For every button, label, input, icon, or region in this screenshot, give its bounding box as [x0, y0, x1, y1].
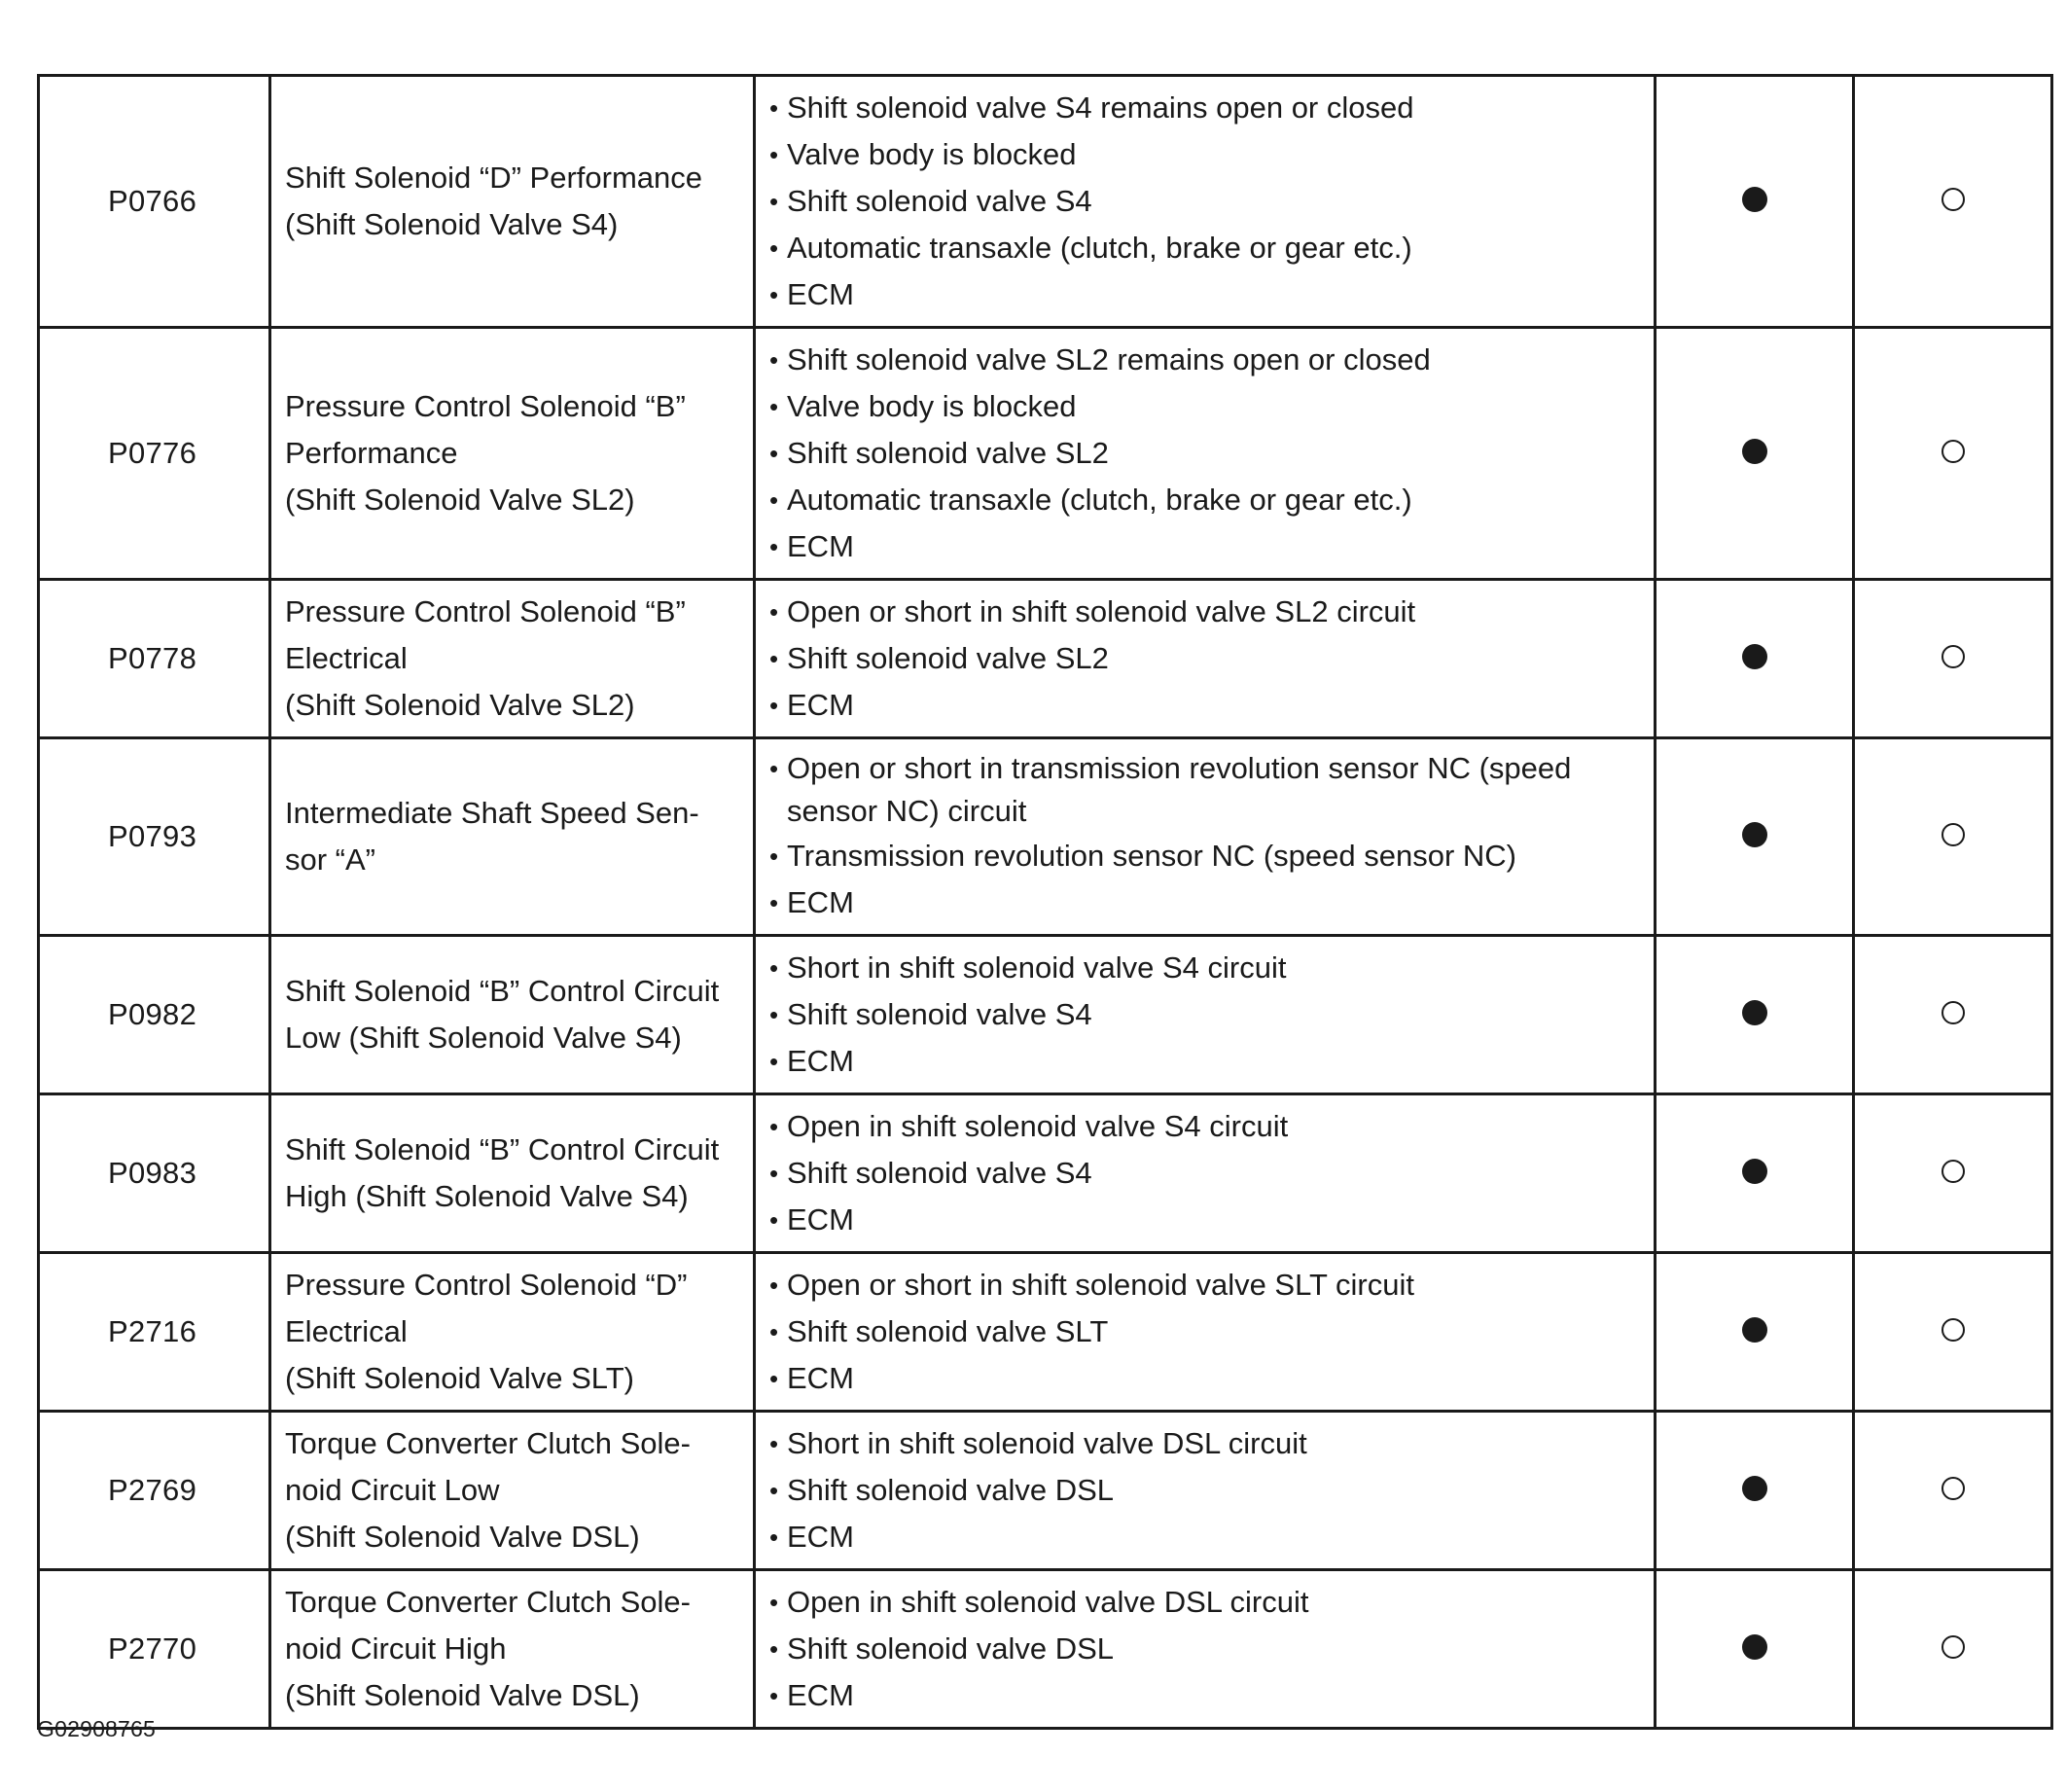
table-row — [39, 738, 2052, 936]
trouble-area-text: Automatic transaxle (clutch, brake or gear etc.) — [787, 231, 1412, 265]
open-circle-icon — [1941, 1160, 1965, 1183]
table-row — [39, 1094, 2052, 1253]
dtc-code: P0983 — [39, 1094, 270, 1253]
bullet-icon: • — [769, 691, 779, 720]
open-circle-icon — [1941, 1635, 1965, 1659]
dtc-code: P2716 — [39, 1253, 270, 1412]
trouble-area-item — [769, 945, 1646, 991]
trouble-area-text: Shift solenoid valve SL2 — [787, 436, 1109, 470]
trouble-area-text: Shift solenoid valve S4 — [787, 184, 1092, 218]
trouble-area-text: Open or short in shift solenoid valve SL2 circuit — [787, 594, 1416, 628]
trouble-area-item — [769, 178, 1646, 225]
bullet-icon: • — [769, 392, 779, 421]
table-row — [39, 328, 2052, 580]
bullet-icon: • — [769, 888, 779, 917]
trouble-area — [755, 1570, 1656, 1729]
bullet-icon: • — [769, 1588, 779, 1617]
open-circle-icon — [1941, 645, 1965, 668]
bullet-icon: • — [769, 439, 779, 468]
open-circle-icon — [1941, 1001, 1965, 1024]
trouble-area-item — [769, 1420, 1646, 1467]
trouble-area-item — [769, 1467, 1646, 1514]
detection-item-line: Electrical — [285, 641, 408, 675]
bullet-icon: • — [769, 1047, 779, 1076]
filled-circle-icon — [1742, 644, 1767, 669]
trouble-area-text: ECM — [787, 1044, 854, 1078]
trouble-area — [755, 738, 1656, 936]
trouble-area — [755, 580, 1656, 738]
trouble-area-text: Open in shift solenoid valve DSL circuit — [787, 1585, 1309, 1619]
memory-cell — [1854, 1094, 2052, 1253]
dtc-code: P0982 — [39, 936, 270, 1094]
trouble-area-text: Shift solenoid valve S4 — [787, 997, 1092, 1031]
detection-item — [270, 1570, 755, 1729]
bullet-icon: • — [769, 532, 779, 561]
detection-item-line: (Shift Solenoid Valve SLT) — [285, 1361, 634, 1395]
detection-item — [270, 936, 755, 1094]
trouble-area-text: Open or short in transmission revolution sensor NC (speed sensor NC) circuit — [787, 751, 1572, 828]
trouble-area-item — [769, 1262, 1646, 1308]
mil-cell — [1656, 76, 1854, 328]
bullet-icon: • — [769, 1205, 779, 1235]
bullet-icon: • — [769, 953, 779, 983]
memory-cell — [1854, 1570, 2052, 1729]
trouble-area-item — [769, 747, 1646, 833]
table-row — [39, 1412, 2052, 1570]
detection-item — [270, 580, 755, 738]
table-row — [39, 1570, 2052, 1729]
bullet-icon: • — [769, 1634, 779, 1664]
trouble-area — [755, 1094, 1656, 1253]
bullet-icon: • — [769, 1364, 779, 1393]
bullet-icon: • — [769, 754, 779, 783]
filled-circle-icon — [1742, 187, 1767, 212]
detection-item-line: Torque Converter Clutch Sole- — [285, 1426, 691, 1460]
detection-item-line: High (Shift Solenoid Valve S4) — [285, 1179, 689, 1213]
memory-cell — [1854, 580, 2052, 738]
bullet-icon: • — [769, 1000, 779, 1029]
trouble-area-text: Short in shift solenoid valve DSL circuit — [787, 1426, 1307, 1460]
bullet-icon: • — [769, 644, 779, 673]
memory-cell — [1854, 328, 2052, 580]
table-row — [39, 580, 2052, 738]
dtc-table — [37, 74, 2053, 1730]
trouble-area-item — [769, 879, 1646, 926]
trouble-area-text: Shift solenoid valve S4 remains open or closed — [787, 90, 1414, 125]
dtc-code: P0766 — [39, 76, 270, 328]
bullet-icon: • — [769, 140, 779, 169]
open-circle-icon — [1941, 1318, 1965, 1342]
mil-cell — [1656, 1253, 1854, 1412]
mil-cell — [1656, 936, 1854, 1094]
trouble-area-item — [769, 383, 1646, 430]
trouble-area-item — [769, 1355, 1646, 1402]
trouble-area-text: ECM — [787, 529, 854, 563]
open-circle-icon — [1941, 440, 1965, 463]
detection-item — [270, 328, 755, 580]
trouble-area-item — [769, 1038, 1646, 1085]
dtc-code: P2769 — [39, 1412, 270, 1570]
trouble-area-item — [769, 635, 1646, 682]
detection-item-line: Shift Solenoid “B” Control Circuit — [285, 1132, 720, 1166]
trouble-area-text: Transmission revolution sensor NC (speed sensor NC) — [787, 839, 1517, 873]
bullet-icon: • — [769, 597, 779, 627]
trouble-area-text: Shift solenoid valve DSL — [787, 1631, 1115, 1666]
filled-circle-icon — [1742, 822, 1767, 847]
trouble-area-text: Shift solenoid valve SL2 remains open or closed — [787, 342, 1431, 376]
figure-id: G02908765 — [37, 1716, 157, 1741]
trouble-area-item — [769, 991, 1646, 1038]
dtc-code: P0778 — [39, 580, 270, 738]
filled-circle-icon — [1742, 1159, 1767, 1184]
trouble-area — [755, 328, 1656, 580]
trouble-area-item — [769, 337, 1646, 383]
trouble-area-item — [769, 1197, 1646, 1243]
trouble-area-item — [769, 1579, 1646, 1626]
filled-circle-icon — [1742, 1000, 1767, 1025]
trouble-area-text: Open in shift solenoid valve S4 circuit — [787, 1109, 1289, 1143]
trouble-area-text: ECM — [787, 1520, 854, 1554]
trouble-area-item — [769, 430, 1646, 477]
open-circle-icon — [1941, 1477, 1965, 1500]
trouble-area-text: Shift solenoid valve S4 — [787, 1156, 1092, 1190]
detection-item-line: Pressure Control Solenoid “D” — [285, 1268, 688, 1302]
detection-item-line: Torque Converter Clutch Sole- — [285, 1585, 691, 1619]
trouble-area-text: ECM — [787, 1678, 854, 1712]
trouble-area-item — [769, 1150, 1646, 1197]
trouble-area-text: Shift solenoid valve DSL — [787, 1473, 1115, 1507]
trouble-area-text: ECM — [787, 1202, 854, 1236]
dtc-code: P2770 — [39, 1570, 270, 1729]
bullet-icon: • — [769, 1429, 779, 1458]
dtc-code: P0776 — [39, 328, 270, 580]
mil-cell — [1656, 738, 1854, 936]
trouble-area-item — [769, 271, 1646, 318]
detection-item-line: Pressure Control Solenoid “B” — [285, 389, 686, 423]
detection-item-line: Shift Solenoid “B” Control Circuit — [285, 974, 720, 1008]
bullet-icon: • — [769, 1317, 779, 1346]
trouble-area-text: ECM — [787, 277, 854, 311]
trouble-area-text: Valve body is blocked — [787, 389, 1077, 423]
detection-item-line: Pressure Control Solenoid “B” — [285, 594, 686, 628]
trouble-area-text: ECM — [787, 1361, 854, 1395]
bullet-icon: • — [769, 1271, 779, 1300]
detection-item-line: Performance — [285, 436, 458, 470]
bullet-icon: • — [769, 345, 779, 375]
dtc-code: P0793 — [39, 738, 270, 936]
detection-item — [270, 738, 755, 936]
detection-item-line: (Shift Solenoid Valve SL2) — [285, 688, 635, 722]
bullet-icon: • — [769, 1159, 779, 1188]
filled-circle-icon — [1742, 1634, 1767, 1660]
detection-item-line: noid Circuit High — [285, 1631, 507, 1666]
detection-item-line: (Shift Solenoid Valve SL2) — [285, 483, 635, 517]
memory-cell — [1854, 1412, 2052, 1570]
trouble-area-text: Automatic transaxle (clutch, brake or gear etc.) — [787, 483, 1412, 517]
detection-item-line: (Shift Solenoid Valve DSL) — [285, 1520, 640, 1554]
trouble-area-item — [769, 1626, 1646, 1672]
trouble-area-text: ECM — [787, 885, 854, 919]
bullet-icon: • — [769, 280, 779, 309]
memory-cell — [1854, 936, 2052, 1094]
filled-circle-icon — [1742, 1317, 1767, 1343]
detection-item-line: Shift Solenoid “D” Performance — [285, 161, 703, 195]
trouble-area-item — [769, 833, 1646, 879]
trouble-area — [755, 76, 1656, 328]
trouble-area-text: Shift solenoid valve SL2 — [787, 641, 1109, 675]
mil-cell — [1656, 580, 1854, 738]
detection-item-line: Low (Shift Solenoid Valve S4) — [285, 1021, 682, 1055]
memory-cell — [1854, 76, 2052, 328]
bullet-icon: • — [769, 485, 779, 515]
detection-item-line: sor “A” — [285, 842, 375, 877]
detection-item-line: Electrical — [285, 1314, 408, 1348]
bullet-icon: • — [769, 1681, 779, 1710]
trouble-area-item — [769, 1672, 1646, 1719]
trouble-area-text: Valve body is blocked — [787, 137, 1077, 171]
trouble-area-item — [769, 225, 1646, 271]
detection-item — [270, 76, 755, 328]
trouble-area — [755, 936, 1656, 1094]
table-row — [39, 936, 2052, 1094]
trouble-area-item — [769, 1514, 1646, 1560]
mil-cell — [1656, 1570, 1854, 1729]
bullet-icon: • — [769, 1112, 779, 1141]
mil-cell — [1656, 328, 1854, 580]
detection-item — [270, 1253, 755, 1412]
trouble-area-item — [769, 477, 1646, 523]
filled-circle-icon — [1742, 1476, 1767, 1501]
detection-item — [270, 1094, 755, 1253]
trouble-area-item — [769, 1308, 1646, 1355]
trouble-area-text: Open or short in shift solenoid valve SLT circuit — [787, 1268, 1414, 1302]
dtc-table-body — [39, 76, 2052, 1729]
trouble-area-item — [769, 523, 1646, 570]
mil-cell — [1656, 1412, 1854, 1570]
trouble-area-text: Short in shift solenoid valve S4 circuit — [787, 950, 1287, 985]
bullet-icon: • — [769, 187, 779, 216]
detection-item-line: (Shift Solenoid Valve DSL) — [285, 1678, 640, 1712]
memory-cell — [1854, 738, 2052, 936]
table-row — [39, 76, 2052, 328]
bullet-icon: • — [769, 1476, 779, 1505]
bullet-icon: • — [769, 233, 779, 263]
memory-cell — [1854, 1253, 2052, 1412]
detection-item-line: Intermediate Shaft Speed Sen- — [285, 796, 699, 830]
bullet-icon: • — [769, 93, 779, 123]
trouble-area-item — [769, 682, 1646, 729]
trouble-area-item — [769, 131, 1646, 178]
trouble-area-text: Shift solenoid valve SLT — [787, 1314, 1109, 1348]
mil-cell — [1656, 1094, 1854, 1253]
open-circle-icon — [1941, 188, 1965, 211]
trouble-area-item — [769, 589, 1646, 635]
trouble-area-item — [769, 1103, 1646, 1150]
table-row — [39, 1253, 2052, 1412]
trouble-area — [755, 1253, 1656, 1412]
bullet-icon: • — [769, 1523, 779, 1552]
detection-item — [270, 1412, 755, 1570]
detection-item-line: noid Circuit Low — [285, 1473, 500, 1507]
detection-item-line: (Shift Solenoid Valve S4) — [285, 207, 619, 241]
trouble-area-text: ECM — [787, 688, 854, 722]
open-circle-icon — [1941, 823, 1965, 846]
filled-circle-icon — [1742, 439, 1767, 464]
bullet-icon: • — [769, 842, 779, 871]
trouble-area-item — [769, 85, 1646, 131]
trouble-area — [755, 1412, 1656, 1570]
